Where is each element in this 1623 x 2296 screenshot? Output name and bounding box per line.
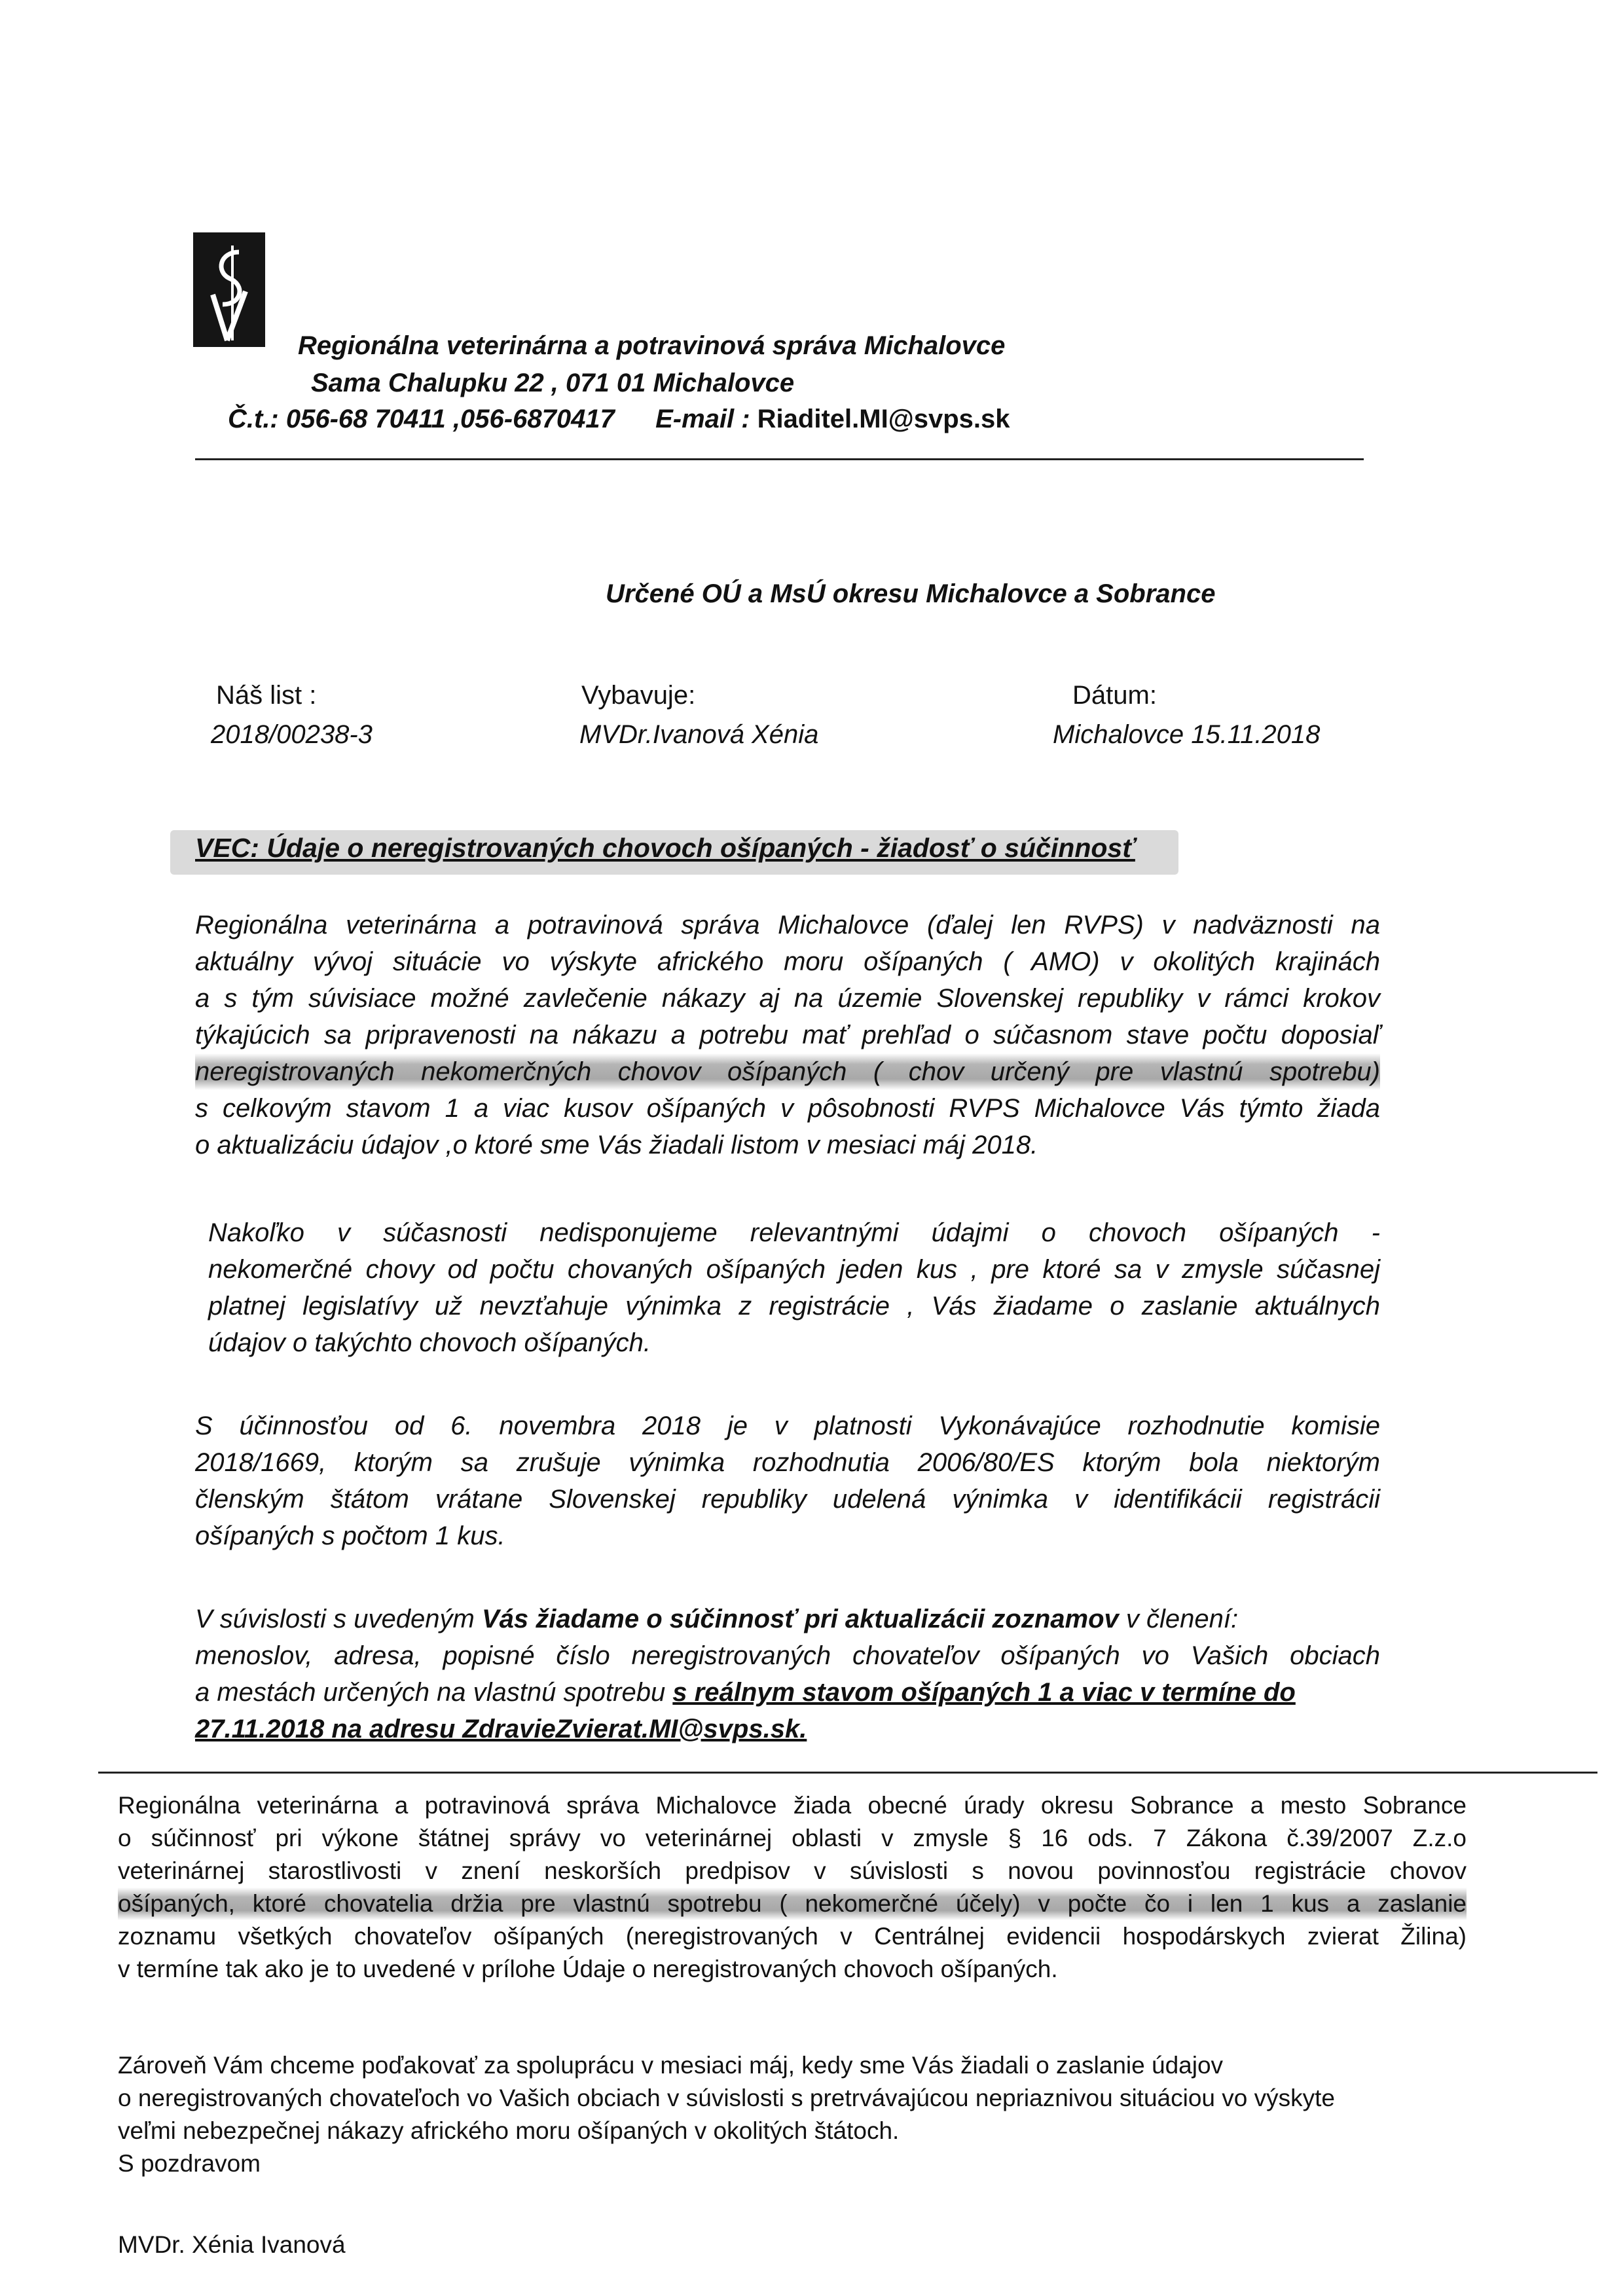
p2-line-3: platnej legislatívy už nevzťahuje výnimka z registrácie , Vás žiadame o zaslanie aktuálnych xyxy=(208,1292,1380,1321)
paragraph-2 xyxy=(208,1214,1380,1361)
deadline-emphasis: s reálnym stavom ošípaných 1 a viac v termíne do xyxy=(672,1678,1296,1707)
p3-line-1: S účinnosťou od 6. novembra 2018 je v platnosti Vykonávajúce rozhodnutie komisie xyxy=(195,1412,1380,1440)
org-address: Sama Chalupku 22 , 071 01 Michalovce xyxy=(311,369,795,397)
closing-greeting: S pozdravom xyxy=(118,2150,261,2177)
handled-by-label: Vybavuje: xyxy=(581,681,696,710)
date-label: Dátum: xyxy=(1072,681,1157,710)
addendum-divider xyxy=(98,1772,1597,1774)
signature: MVDr. Xénia Ivanová xyxy=(118,2231,346,2258)
closing xyxy=(118,2049,1467,2180)
closing-line-3: veľmi nebezpečnej nákazy afrického moru ošípaných v okolitých štátoch. xyxy=(118,2117,900,2144)
p1-line-5: neregistrovaných nekomerčných chovov ošípaných ( chov určený pre vlastnú spotrebu) xyxy=(195,1053,1380,1090)
addendum-line-4: ošípaných, ktoré chovatelia držia pre vlastnú spotrebu ( nekomerčné účely) v počte čo i len 1 kus a zaslanie xyxy=(118,1887,1467,1920)
p4-line-3: a mestách určených na vlastnú spotrebu s reálnym stavom ošípaných 1 a viac v termíne do xyxy=(195,1678,1296,1707)
addendum-line-5: zoznamu všetkých chovateľov ošípaných (neregistrovaných v Centrálnej evidencii hospodárskych zvierat Žilina) xyxy=(118,1923,1467,1950)
p1-line-2: aktuálny vývoj situácie vo výskyte afrického moru ošípaných ( AMO) v okolitých krajinách xyxy=(195,947,1380,976)
p3-line-2: 2018/1669, ktorým sa zrušuje výnimka rozhodnutia 2006/80/ES ktorým bola niektorým xyxy=(195,1448,1380,1477)
org-name: Regionálna veterinárna a potravinová správa Michalovce xyxy=(298,331,1006,360)
org-phone: Č.t.: 056-68 70411 ,056-6870417 xyxy=(228,405,615,433)
email-label: E-mail : xyxy=(655,405,750,433)
p1-line-7: o aktualizáciu údajov ,o ktoré sme Vás žiadali listom v mesiaci máj 2018. xyxy=(195,1131,1038,1159)
deadline-address[interactable]: 27.11.2018 na adresu ZdravieZvierat.MI@svps.sk. xyxy=(195,1715,807,1743)
p1-line-3: a s tým súvisiace možné zavlečenie nákazy aj na územie Slovenskej republiky v rámci krokov xyxy=(195,984,1380,1013)
p1-line-6: s celkovým stavom 1 a viac kusov ošípaných v pôsobnosti RVPS Michalovce Vás týmto žiada xyxy=(195,1094,1380,1123)
subject: VEC: Údaje o neregistrovaných chovoch ošípaných - žiadosť o súčinnosť xyxy=(195,833,1135,863)
p3-line-3: členským štátom vrátane Slovenskej republiky udelená výnimka v identifikácii registrácii xyxy=(195,1485,1380,1514)
p2-line-1: Nakoľko v súčasnosti nedisponujeme relevantnými údajmi o chovoch ošípaných - xyxy=(208,1218,1380,1247)
date-value: Michalovce 15.11.2018 xyxy=(1053,720,1321,749)
addendum-line-2: o súčinnosť pri výkone štátnej správy vo veterinárnej oblasti v zmysle § 16 ods. 7 Zákona č.39/2007 Z.z.o xyxy=(118,1825,1467,1851)
p2-line-4: údajov o takýchto chovoch ošípaných. xyxy=(208,1328,651,1357)
addendum-line-3: veterinárnej starostlivosti v znení neskorších predpisov v súvislosti s novou povinnosťou registrácie chovov xyxy=(118,1857,1467,1884)
closing-line-1: Zároveň Vám chceme poďakovať za spoluprácu v mesiaci máj, kedy sme Vás žiadali o zaslanie údajov xyxy=(118,2052,1224,2079)
p1-line-4: týkajúcich sa pripravenosti na nákazu a potrebu mať prehľad o súčasnom stave počtu doposiaľ xyxy=(195,1021,1380,1049)
header-divider xyxy=(195,458,1364,460)
p4-line-2: menoslov, adresa, popisné číslo neregistrovaných chovateľov ošípaných vo Vašich obciach xyxy=(195,1641,1380,1670)
our-letter-label: Náš list : xyxy=(216,681,317,710)
p3-line-4: ošípaných s počtom 1 kus. xyxy=(195,1522,505,1550)
p4-line-1: V súvislosti s uvedeným Vás žiadame o súčinnosť pri aktualizácii zoznamov v členení: xyxy=(195,1605,1239,1633)
addendum-line-6: v termíne tak ako je to uvedené v prílohe Údaje o neregistrovaných chovoch ošípaných. xyxy=(118,1956,1058,1982)
caduceus-icon xyxy=(193,232,265,347)
addendum xyxy=(118,1789,1467,1986)
closing-line-2: o neregistrovaných chovateľoch vo Vašich obciach v súvislosti s pretrvávajúcou nepriaznivou situáciou vo výskyte xyxy=(118,2085,1335,2111)
p1-line-1: Regionálna veterinárna a potravinová správa Michalovce (ďalej len RVPS) v nadväznosti na xyxy=(195,911,1380,939)
paragraph-1 xyxy=(195,907,1380,1163)
org-contact xyxy=(228,405,1010,434)
handled-by-value: MVDr.Ivanová Xénia xyxy=(579,720,819,749)
p2-line-2: nekomerčné chovy od počtu chovaných ošípaných jeden kus , pre ktoré sa v zmysle súčasnej xyxy=(208,1255,1380,1284)
our-letter-value: 2018/00238-3 xyxy=(211,720,373,749)
request-emphasis: Vás žiadame o súčinnosť pri aktualizácii zoznamov xyxy=(481,1605,1119,1633)
addendum-line-1: Regionálna veterinárna a potravinová správa Michalovce žiada obecné úrady okresu Sobrance a mesto Sobrance xyxy=(118,1792,1467,1819)
paragraph-3 xyxy=(195,1408,1380,1554)
recipient: Určené OÚ a MsÚ okresu Michalovce a Sobrance xyxy=(606,579,1216,608)
email-link[interactable]: Riaditel.MI@svps.sk xyxy=(757,405,1010,433)
svps-logo xyxy=(193,232,265,347)
paragraph-4 xyxy=(195,1601,1380,1747)
